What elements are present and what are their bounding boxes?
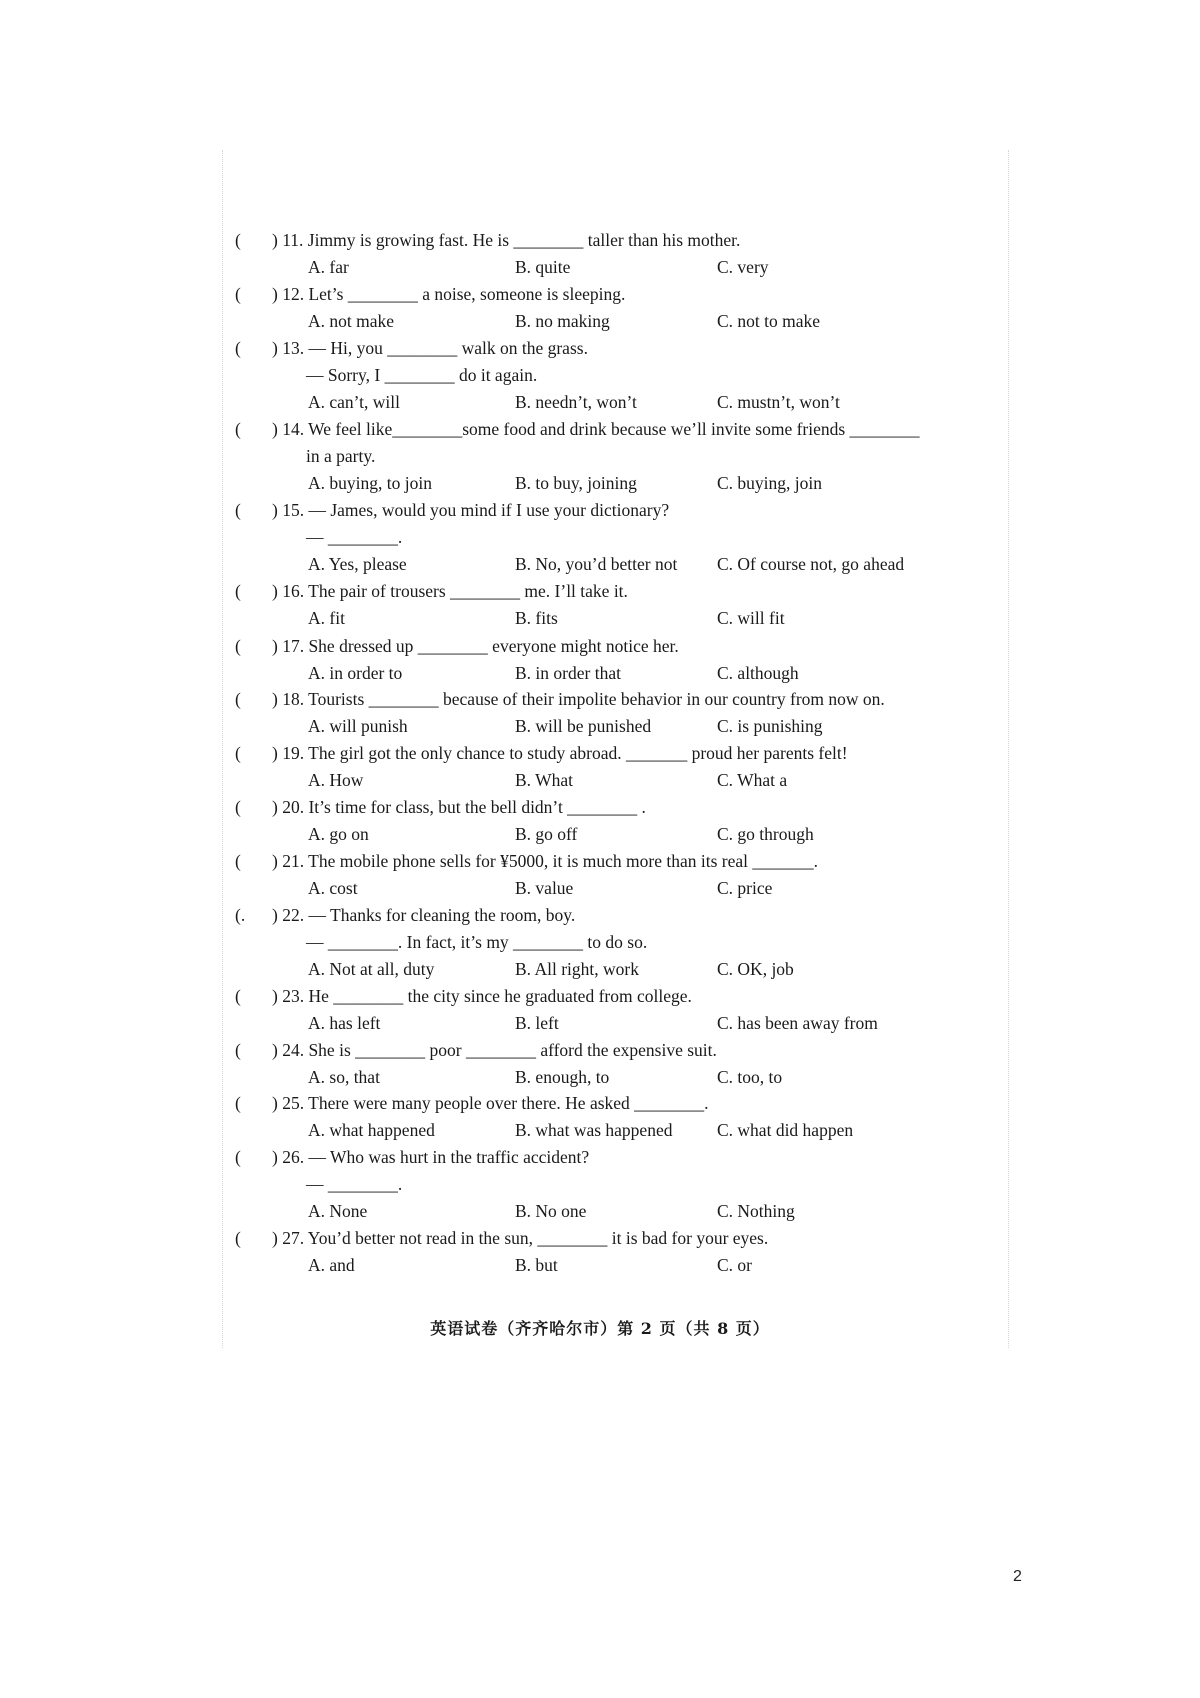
option-a: A. in order to <box>308 663 403 683</box>
option-c: C. what did happen <box>717 1120 854 1140</box>
option-c: C. has been away from <box>717 1013 878 1033</box>
option-a: A. Not at all, duty <box>308 959 435 979</box>
option-a: A. will punish <box>308 716 408 736</box>
question-stem: ) 24. She is ________ poor ________ afford the expensive suit. <box>272 1040 717 1060</box>
question-continuation: — ________. <box>306 1174 403 1194</box>
option-b: B. No, you’d better not <box>515 554 678 574</box>
answer-bracket: ( <box>235 986 241 1006</box>
option-c: C. buying, join <box>717 473 823 493</box>
option-a: A. fit <box>308 608 345 628</box>
option-a: A. How <box>308 770 364 790</box>
option-c: C. What a <box>717 770 788 790</box>
option-a: A. cost <box>308 878 358 898</box>
option-c: C. price <box>717 878 773 898</box>
question-stem: ) 18. Tourists ________ because of their impolite behavior in our country from now on. <box>272 689 885 709</box>
question-continuation: — Sorry, I ________ do it again. <box>306 365 538 385</box>
option-b: B. to buy, joining <box>515 473 637 493</box>
option-a: A. so, that <box>308 1067 380 1087</box>
option-b: B. in order that <box>515 663 621 683</box>
option-b: B. will be punished <box>515 716 652 736</box>
question-stem: ) 25. There were many people over there. He asked ________. <box>272 1093 709 1113</box>
answer-bracket: ( <box>235 1147 241 1167</box>
question-stem: ) 11. Jimmy is growing fast. He is ________ taller than his mother. <box>272 230 741 250</box>
answer-bracket: ( <box>235 743 241 763</box>
option-a: A. go on <box>308 824 369 844</box>
option-a: A. what happened <box>308 1120 435 1140</box>
question-stem: ) 21. The mobile phone sells for ¥5000, it is much more than its real _______. <box>272 851 818 871</box>
question-stem: ) 17. She dressed up ________ everyone might notice her. <box>272 636 679 656</box>
option-a: A. can’t, will <box>308 392 401 412</box>
answer-bracket: ( <box>235 636 241 656</box>
question-stem: ) 23. He ________ the city since he graduated from college. <box>272 986 692 1006</box>
option-c: C. go through <box>717 824 814 844</box>
option-a: A. buying, to join <box>308 473 432 493</box>
option-b: B. but <box>515 1255 558 1275</box>
option-b: B. fits <box>515 608 558 628</box>
option-b: B. no making <box>515 311 610 331</box>
question-stem: ) 19. The girl got the only chance to study abroad. _______ proud her parents felt! <box>272 743 848 763</box>
option-b: B. quite <box>515 257 571 277</box>
question-stem: ) 15. — James, would you mind if I use your dictionary? <box>272 500 670 520</box>
question-stem: ) 27. You’d better not read in the sun, ________ it is bad for your eyes. <box>272 1228 769 1248</box>
question-stem: ) 14. We feel like________some food and drink because we’ll invite some friends ________ <box>272 419 920 439</box>
question-continuation: — ________. <box>306 527 403 547</box>
answer-bracket: ( <box>235 1228 241 1248</box>
option-c: C. is punishing <box>717 716 823 736</box>
question-stem: ) 26. — Who was hurt in the traffic accident? <box>272 1147 590 1167</box>
answer-bracket: ( <box>235 581 241 601</box>
answer-bracket: ( <box>235 851 241 871</box>
question-stem: ) 13. — Hi, you ________ walk on the grass. <box>272 338 588 358</box>
question-stem: ) 16. The pair of trousers ________ me. I’ll take it. <box>272 581 628 601</box>
option-c: C. not to make <box>717 311 821 331</box>
answer-bracket: ( <box>235 1040 241 1060</box>
option-c: C. although <box>717 663 799 683</box>
answer-bracket: ( <box>235 797 241 817</box>
option-a: A. has left <box>308 1013 381 1033</box>
answer-bracket: ( <box>235 419 241 439</box>
option-a: A. None <box>308 1201 368 1221</box>
answer-bracket: ( <box>235 230 241 250</box>
option-c: C. too, to <box>717 1067 783 1087</box>
page-footer: 英语试卷（齐齐哈尔市）第 2 页（共 8 页） <box>430 1319 770 1338</box>
question-continuation: — ________. In fact, it’s my ________ to do so. <box>306 932 648 952</box>
option-c: C. OK, job <box>717 959 794 979</box>
option-b: B. left <box>515 1013 559 1033</box>
answer-bracket: (. <box>235 905 246 925</box>
option-b: B. needn’t, won’t <box>515 392 637 412</box>
option-a: A. Yes, please <box>308 554 407 574</box>
option-b: B. go off <box>515 824 578 844</box>
answer-bracket: ( <box>235 338 241 358</box>
answer-bracket: ( <box>235 689 241 709</box>
question-stem: ) 22. — Thanks for cleaning the room, boy. <box>272 905 576 925</box>
option-b: B. value <box>515 878 574 898</box>
question-continuation: in a party. <box>306 446 376 466</box>
question-stem: ) 12. Let’s ________ a noise, someone is sleeping. <box>272 284 626 304</box>
option-a: A. and <box>308 1255 355 1275</box>
question-stem: ) 20. It’s time for class, but the bell didn’t ________ . <box>272 797 646 817</box>
option-b: B. No one <box>515 1201 587 1221</box>
answer-bracket: ( <box>235 500 241 520</box>
option-b: B. what was happened <box>515 1120 673 1140</box>
option-a: A. far <box>308 257 349 277</box>
option-c: C. Of course not, go ahead <box>717 554 905 574</box>
option-c: C. mustn’t, won’t <box>717 392 840 412</box>
option-c: C. or <box>717 1255 752 1275</box>
page-number: 2 <box>1013 1568 1022 1585</box>
option-b: B. enough, to <box>515 1067 610 1087</box>
answer-bracket: ( <box>235 1093 241 1113</box>
answer-bracket: ( <box>235 284 241 304</box>
option-c: C. Nothing <box>717 1201 795 1221</box>
option-a: A. not make <box>308 311 395 331</box>
option-b: B. All right, work <box>515 959 639 979</box>
option-b: B. What <box>515 770 574 790</box>
option-c: C. very <box>717 257 769 277</box>
option-c: C. will fit <box>717 608 785 628</box>
